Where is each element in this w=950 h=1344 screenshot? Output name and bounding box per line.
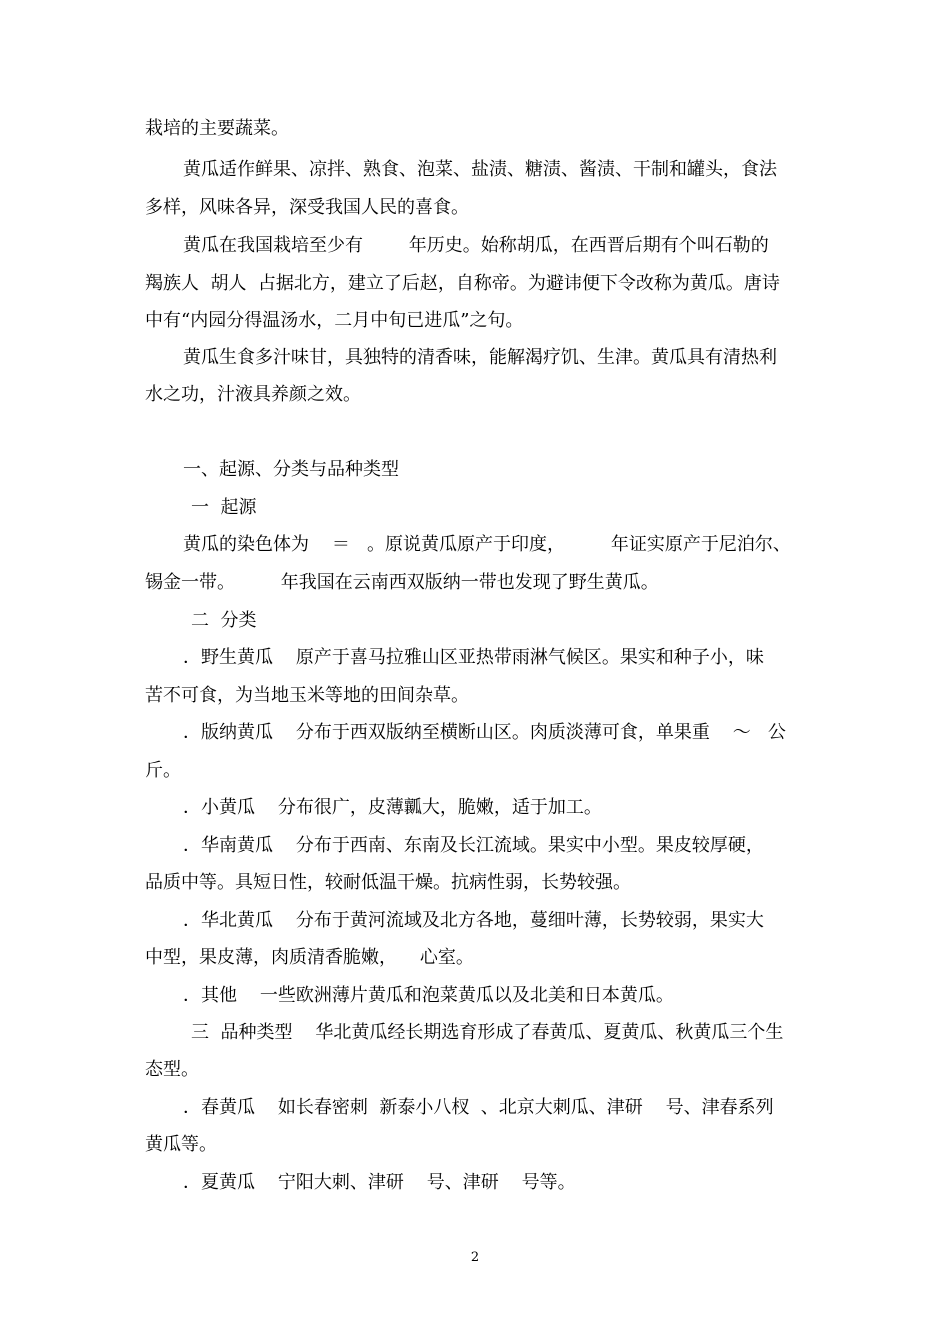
text-line: 栽培的主要蔬菜。 [145,118,289,139]
text-line: 黄瓜的染色体为 ＝ 。原说黄瓜原产于印度， 年证实原产于尼泊尔、 [183,534,791,555]
text-line: 黄瓜生食多汁味甘，具独特的清香味，能解渴疗饥、生津。黄瓜具有清热利 [183,347,777,368]
text-line: 态型。 [145,1059,199,1080]
text-line: 中有“内园分得温汤水，二月中旬已进瓜”之句。 [145,310,524,331]
subsection-heading: 三 品种类型 华北黄瓜经长期选育形成了春黄瓜、夏黄瓜、秋黄瓜三个生 [191,1022,784,1043]
text-line: 苦不可食，为当地玉米等地的田间杂草。 [145,685,469,706]
text-line: 羯族人 胡人 占据北方，建立了后赵，自称帝。为避讳便下令改称为黄瓜。唐诗 [145,273,780,294]
page-number: 2 [470,1250,480,1265]
list-item: ．小黄瓜 分布很广，皮薄瓤大，脆嫩，适于加工。 [183,797,602,818]
section-heading: 一、起源、分类与品种类型 [183,459,399,480]
list-item: ．夏黄瓜 宁阳大刺、津研 号、津研 号等。 [183,1172,576,1193]
list-item: ．其他 一些欧洲薄片黄瓜和泡菜黄瓜以及北美和日本黄瓜。 [183,985,674,1006]
text-line: 黄瓜适作鲜果、凉拌、熟食、泡菜、盐渍、糖渍、酱渍、干制和罐头，食法 [183,159,777,180]
list-item: ．华南黄瓜 分布于西南、东南及长江流域。果实中小型。果皮较厚硬， [183,835,764,856]
text-line: 黄瓜等。 [145,1134,217,1155]
list-item: ．春黄瓜 如长春密刺 新泰小八杈 、北京大刺瓜、津研 号、津春系列 [183,1097,774,1118]
text-line: 黄瓜在我国栽培至少有 年历史。始称胡瓜，在西晋后期有个叫石勒的 [183,235,769,256]
subsection-heading: 二 分类 [191,610,257,631]
text-line: 水之功，汁液具养颜之效。 [145,384,361,405]
text-line: 锡金一带。 年我国在云南西双版纳一带也发现了野生黄瓜。 [145,572,659,593]
text-line: 中型，果皮薄，肉质清香脆嫩， 心室。 [145,947,474,968]
list-item: ．野生黄瓜 原产于喜马拉雅山区亚热带雨淋气候区。果实和种子小，味 [183,647,764,668]
text-line: 多样，风味各异，深受我国人民的喜食。 [145,197,469,218]
list-item: ．版纳黄瓜 分布于西双版纳至横断山区。肉质淡薄可食，单果重 ～ 公 [183,722,786,743]
list-item: ．华北黄瓜 分布于黄河流域及北方各地，蔓细叶薄，长势较弱，果实大 [183,910,764,931]
text-line: 品质中等。具短日性，较耐低温干燥。抗病性弱，长势较强。 [145,872,631,893]
text-line: 斤。 [145,760,181,781]
subsection-heading: 一 起源 [191,497,257,518]
